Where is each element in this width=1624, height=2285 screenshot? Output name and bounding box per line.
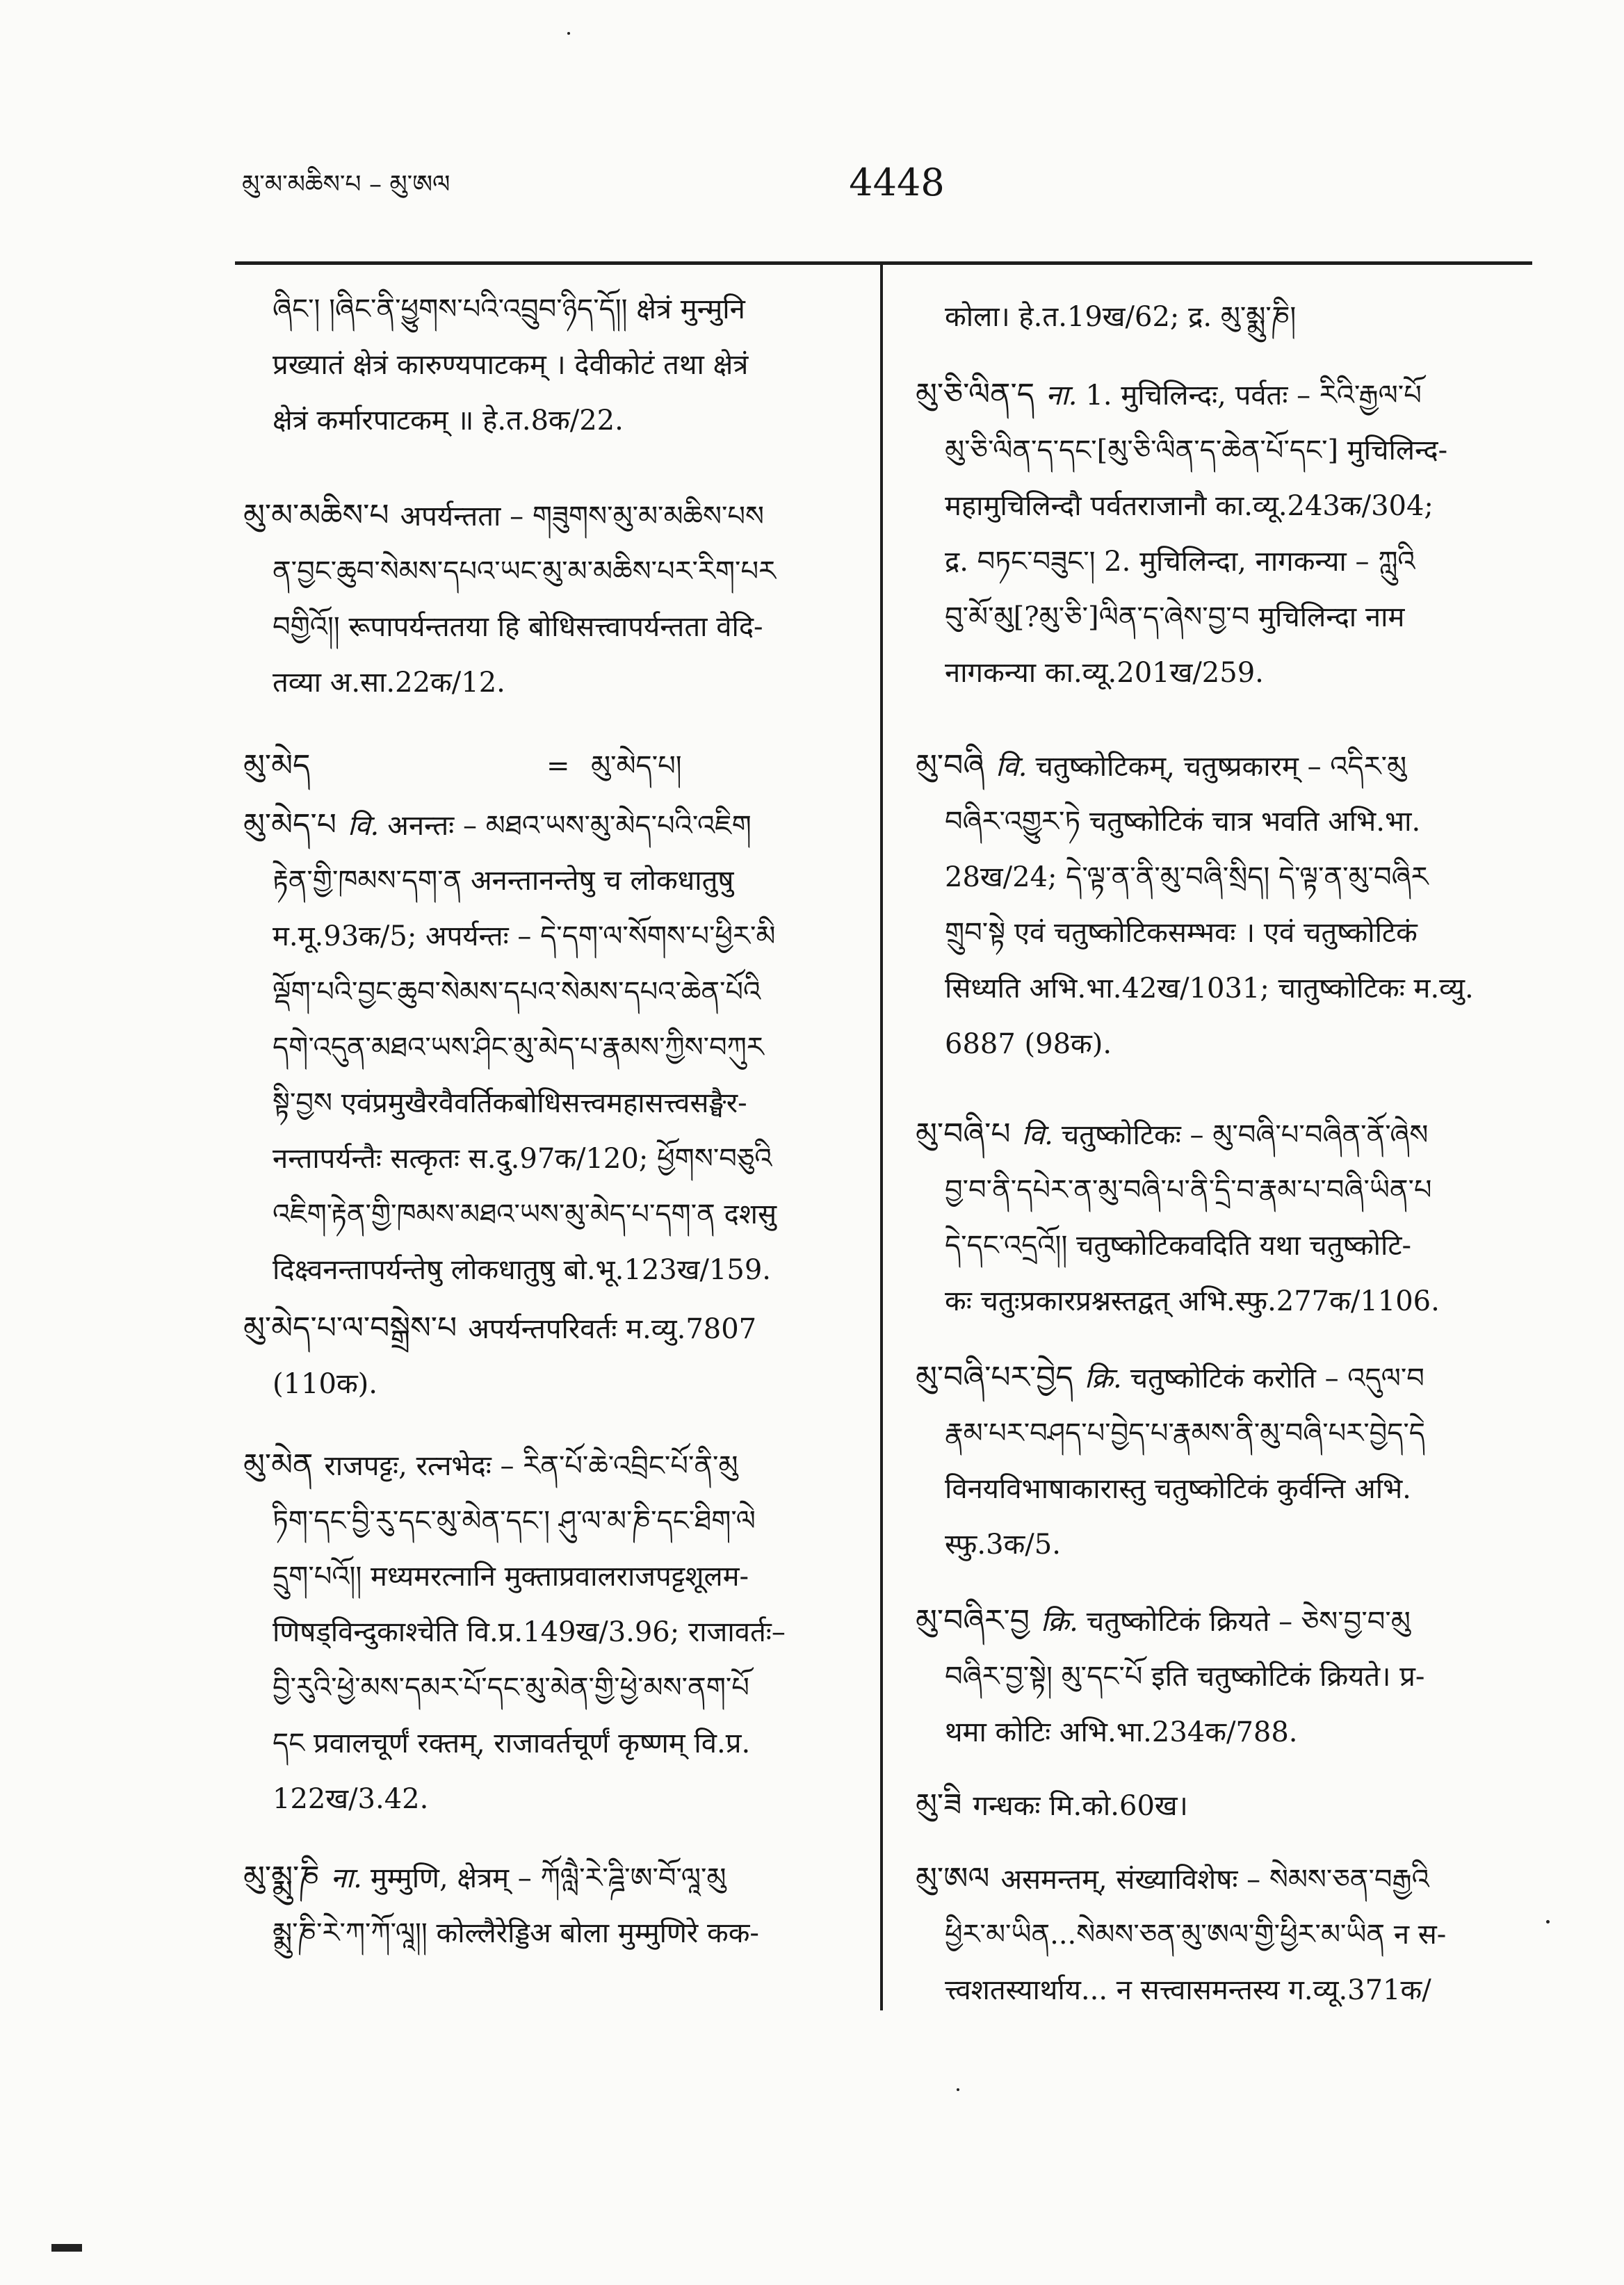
entry-line: त्त्वशतस्यार्थाय... न सत्त्वासमन्तस्य ग.व्यू.371क/ [945,1974,1431,2006]
scan-speck [957,2088,959,2091]
entry-first-line [916,738,1536,794]
entry-headword: མུ་བཞིར་བྱ [916,1603,1030,1638]
entry-line: དགེ་འདུན་མཐའ་ཡས་ཤིང་མུ་མེད་པ་རྣམས་ཀྱིས་བཀུར [273,1032,764,1064]
entry-line: दिक्ष्वनन्तापर्यन्तेषु लोकधातुषु बो.भू.123ख/159. [273,1254,771,1286]
grammar-label: वि. [996,751,1028,783]
entry-first-line [243,1301,858,1356]
entry-first-line [243,738,858,794]
entry-headword: མུ་མེད་པ [243,807,336,843]
entry-line: तव्या अ.सा.22क/12. [273,667,505,699]
dictionary-entry [916,1350,1536,1572]
entry-first-line [916,1107,1536,1162]
entry-line: कोला। हे.त.19ख/62; द्र. མུ་མྨུ་ཎི། [945,301,1297,333]
scan-speck [567,32,570,35]
dictionary-entry [916,1778,1536,1833]
entry-line: कः चतुःप्रकारप्रश्नस्तद्वत् अभि.स्फु.277क/1106. [945,1285,1440,1317]
entry-line: म.मू.93क/5; अपर्यन्तः – དེ་དག་ལ་སོགས་པ་ཕྱིར་མི [273,920,776,952]
right-column [916,289,1536,2018]
entry-line: གྲུབ་སྟེ एवं चतुष्कोटिकसम्भवः । एवं चतुष्कोटिकं [945,917,1418,949]
entry-headword: མུ་ཨལ [916,1861,990,1896]
grammar-label: ना. [1046,380,1078,412]
dictionary-entry [243,1850,858,1961]
entry-line: སྟི་བྱས एवंप्रमुखैरवैवर्तिकबोधिसत्त्वमहासत्त्वसङ्घैर- [273,1087,747,1119]
entry-line: ཞིང་། །ཞིང་ནི་ཕྱུགས་པའི་འབྲུབ་ཉིད་དོ།། क्षेत्रं मुन्मुनि [273,293,745,325]
entry-text: राजपट्टः, रत्नभेदः – རིན་པོ་ཆེ་འབྲིང་པོ་ནི་མུ [324,1450,738,1482]
dictionary-entry [243,738,858,794]
entry-line: नन्तापर्यन्तैः सत्कृतः स.दु.97क/120; ཕྱོགས་བཅུའི [273,1143,772,1175]
entry-line: ལྡོག་པའི་བྱང་ཆུབ་སེམས་དཔའ་སེམས་དཔའ་ཆེན་པོའི [273,976,761,1008]
entry-line: མུ་ཅི་ལིན་ད་དང་[མུ་ཅི་ལིན་ད་ཆེན་པོ་དང་] मुचिलिन्द- [945,434,1448,466]
entry-line: འཇིག་རྟེན་གྱི་ཁམས་མཐའ་ཡས་མུ་མེད་པ་དག་ན दशसु [273,1198,777,1230]
entry-first-line [243,797,858,853]
running-head: མུ་མ་མཆིས་པ – མུ་ཨལ [242,170,450,199]
dictionary-entry [916,1107,1536,1329]
column-divider [880,264,883,2010]
entry-headword: མུ་ཟི [916,1787,962,1823]
entry-headword: མུ་མེད [243,748,311,783]
grammar-label: वि. [347,810,380,842]
entry-line: विनयविभाषाकारास्तु चतुष्कोटिकं कुर्वन्ति अभि. [945,1473,1411,1505]
entry-first-line [916,1593,1536,1649]
entry-headword: མུ་བཞི་པར་བྱེད [916,1360,1073,1395]
entry-first-line [916,1778,1536,1833]
entry-line: དྲུག་པའོ།། मध्यमरत्नानि मुक्ताप्रवालराजपट्टशूलम- [273,1561,749,1593]
entry-line: णिषड्विन्दुकाश्चेति वि.प्र.149ख/3.96; राजावर्तः– [273,1616,786,1648]
entry-line: བུ་མོ་མུ[?མུ་ཅི་]ལིན་ད་ཞེས་བྱ་བ मुचिलिन्दा नाम [945,601,1405,633]
entry-line: 28ख/24; དེ་ལྟ་ན་ནི་མུ་བཞི་སྲིད། དེ་ལྟ་ན་མུ་བཞིར [945,861,1429,893]
equals-sign: = [546,750,570,782]
grammar-label: ना. [330,1862,362,1894]
entry-first-line [916,1350,1536,1406]
dictionary-entry [916,1593,1536,1760]
entry-line: प्रख्यातं क्षेत्रं कारुण्यपाटकम् । देवीकोटं तथा क्षेत्रं [273,349,749,381]
entry-line: 122ख/3.42. [273,1783,429,1815]
entry-text: चतुष्कोटिकं क्रियते – ཅེས་བྱ་བ་མུ [1086,1606,1411,1638]
entry-text: गन्धकः मि.को.60ख। [973,1790,1188,1822]
left-column [243,282,858,1961]
grammar-label: क्रि. [1084,1363,1122,1394]
entry-line: थमा कोटिः अभि.भा.234क/788. [945,1716,1298,1748]
continued-entry [916,289,1536,345]
entry-line: ན་བྱང་ཆུབ་སེམས་དཔའ་ཡང་མུ་མ་མཆིས་པར་རིག་པར [273,555,776,587]
header-rule [235,261,1532,265]
grammar-label: क्रि. [1041,1606,1078,1638]
scan-speck [1546,1920,1550,1924]
dictionary-entry [916,738,1536,1072]
cross-reference: མུ་མེད་པ། [591,750,682,782]
entry-line: ཏིག་དང་བྱི་རུ་དང་མུ་མེན་དང་། ཤུ་ལ་མ་ཎི་དང་ཐིག་ལེ [273,1505,756,1537]
entry-headword: མུ་མེན [243,1447,314,1483]
entry-text: अनन्तः – མཐའ་ཡས་མུ་མེད་པའི་འཇིག [387,810,752,842]
entry-text: चतुष्कोटिकं करोति – འདུལ་བ [1130,1363,1424,1394]
entry-line: མྨུ་ཎི་རེ་ཀ་ཀོ་ལཱ།། कोल्लैरेड्डिअ बोला मुम्मुणिरे कक- [273,1917,759,1949]
continued-entry [243,282,858,448]
entry-text: मुम्मुणि, क्षेत्रम् – ཀོལླཻ་རེ་ཌྜི་ཨ་བོ་ལཱ་མུ [370,1862,726,1894]
entry-line: स्फु.3क/5. [945,1529,1061,1561]
entry-first-line [243,488,858,544]
entry-first-line [916,367,1536,423]
entry-headword: མུ་མེད་པ་ལ་བསྒྲེས་པ [243,1310,457,1346]
entry-line: (110क). [273,1368,377,1400]
dictionary-entry [243,797,858,1298]
entry-line: རྣམ་པར་བཤད་པ་བྱེད་པ་རྣམས་ནི་མུ་བཞི་པར་བྱེད་དེ [945,1417,1425,1449]
page-number: 4448 [849,161,945,204]
entry-line: ཕྱིར་མ་ཡིན...སེམས་ཅན་མུ་ཨལ་གྱི་ཕྱིར་མ་ཡིན न स- [945,1919,1447,1951]
entry-text: असमन्तम्, संख्याविशेषः – སེམས་ཅན་བརྒྱའི [1000,1864,1429,1896]
dictionary-entry [243,488,858,710]
dictionary-entry [916,367,1536,701]
entry-headword: མུ་བཞི [916,748,985,783]
entry-first-line [243,1850,858,1905]
entry-line: དེ་དང་འདྲའོ།། चतुष्कोटिकवदिति यथा चतुष्कोटि- [945,1230,1412,1262]
entry-text: अपर्यन्तता – གཟུགས་མུ་མ་མཆིས་པས [400,501,765,532]
entry-headword: མུ་མྨུ་ཎི [243,1860,320,1895]
dictionary-entry [916,1851,1536,2018]
entry-line: བྱ་བ་ནི་དཔེར་ན་མུ་བཞི་པ་ནི་དྲི་བ་རྣམ་པ་བཞི་ཡིན་པ [945,1174,1432,1206]
entry-line: བྱི་རུའི་ཕྱེ་མས་དམར་པོ་དང་མུ་མེན་གྱི་ཕྱེ་མས་ནག་པོ [273,1672,749,1704]
entry-headword: མུ་བཞི་པ [916,1116,1011,1152]
entry-line: བགྱིའོ།། रूपापर्यन्ततया हि बोधिसत्त्वापर्यन्तता वेदि- [273,611,763,643]
entry-line: नागकन्या का.व्यू.201ख/259. [945,657,1264,689]
entry-headword: མུ་ཅི་ལིན་ད [916,377,1035,412]
dictionary-entry [243,1438,858,1827]
dictionary-entry [243,1301,858,1412]
entry-line: དང प्रवालचूर्णं रक्तम्, राजावर्तचूर्णं कृष्णम् वि.प्र. [273,1727,751,1759]
entry-line: རྟེན་གྱི་ཁམས་དག་ན अनन्तानन्तेषु च लोकधातुषु [273,865,734,897]
entry-line: 6887 (98क). [945,1028,1112,1060]
entry-text: चतुष्कोटिकः – མུ་བཞི་པ་བཞིན་ནོ་ཞེས [1061,1119,1429,1151]
scan-mark [51,2244,82,2252]
grammar-label: वि. [1021,1119,1053,1151]
entry-line: བཞིར་བྱ་སྟེ། མུ་དང་པོ इति चतुष्कोटिकं क्रियते। प्र- [945,1661,1425,1693]
entry-headword: མུ་མ་མཆིས་པ [243,498,389,533]
entry-line: བཞིར་འགྱུར་ཏེ चतुष्कोटिकं चात्र भवति अभि.भा. [945,806,1421,838]
entry-line: द्र. བཏང་བཟུང་། 2. मुचिलिन्दा, नागकन्या – ཀླུའི [945,546,1415,578]
entry-line: महामुचिलिन्दौ पर्वतराजानौ का.व्यू.243क/304; [945,490,1434,522]
entry-line: क्षेत्रं कर्मारपाटकम् ॥ हे.त.8क/22. [273,405,624,437]
entry-first-line [916,1851,1536,1907]
entry-line: सिध्यति अभि.भा.42ख/1031; चातुष्कोटिकः म.व्यु. [945,973,1474,1005]
entry-text: चतुष्कोटिकम्, चतुष्प्रकारम् – འདིར་མུ [1035,751,1407,783]
entry-text: 1. मुचिलिन्दः, पर्वतः – རིའི་རྒྱལ་པོ [1085,380,1422,412]
entry-text: अपर्यन्तपरिवर्तः म.व्यु.7807 [468,1313,757,1345]
entry-first-line [243,1438,858,1493]
